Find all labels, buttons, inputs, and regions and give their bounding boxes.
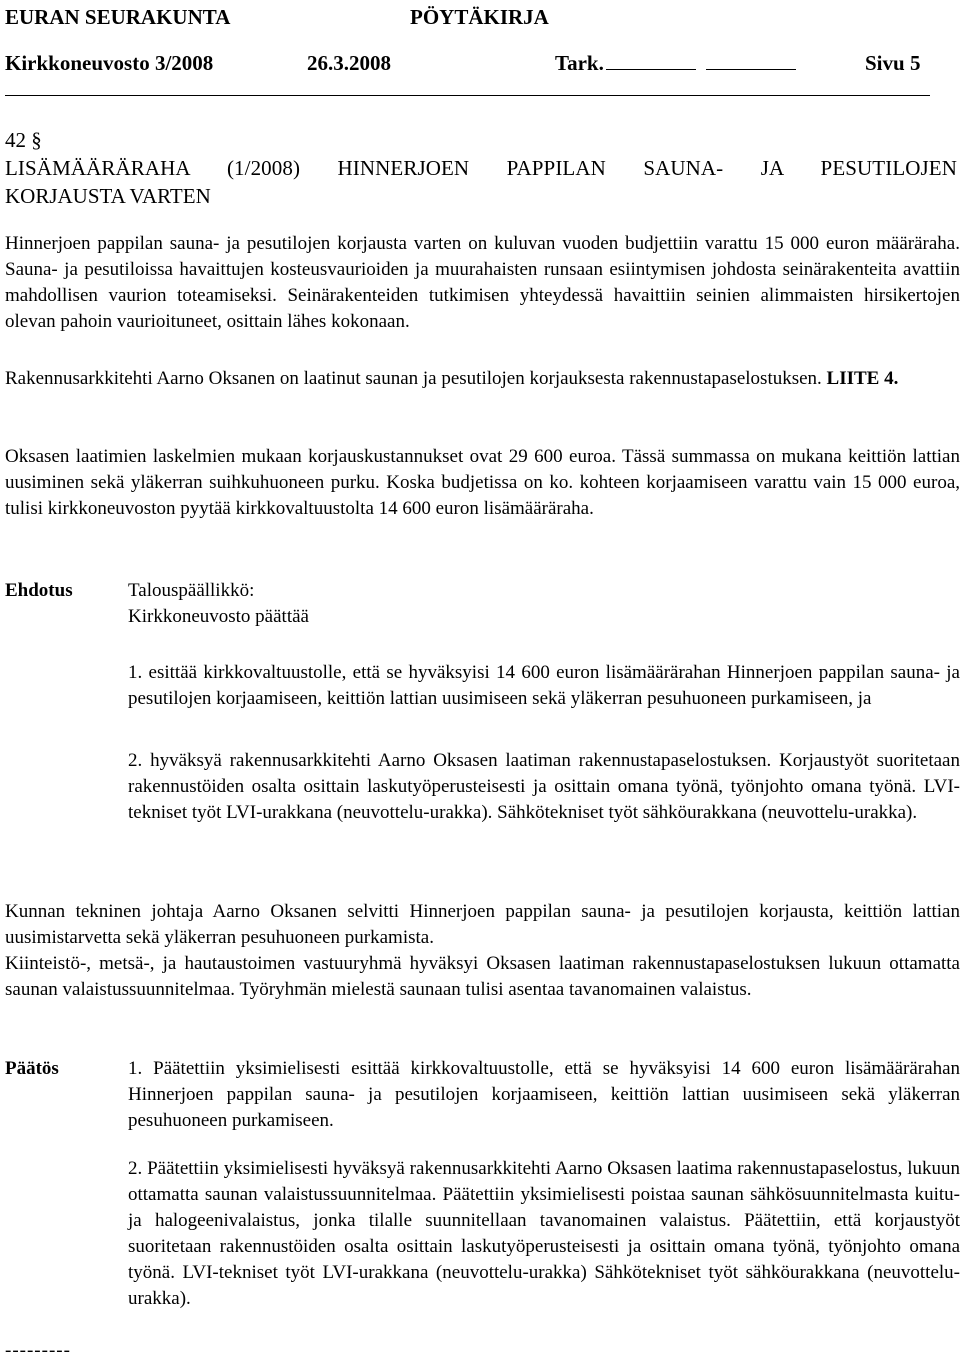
document-type: PÖYTÄKIRJA: [410, 5, 549, 29]
background-text: Hinnerjoen pappilan sauna- ja pesutilojen korjausta varten on kuluvan vuoden budjettiin varattu 15 000 euron määräraha. Sauna- ja pesutiloissa havaittujen kosteusvaurioiden ja muurahaisten runsaan esiintymisen johdosta seinärakenteita avattiin mahdollisen vaurion toteamiseksi. Seinärakenteiden tutkimisen yhteydessä havaittiin seinien alimmaisten hirsikertojen olevan pahoin vaurioituneet, osittain lähes kokonaan.: [5, 233, 960, 332]
decision-content: [128, 1056, 960, 1312]
decision-label: Päätös: [5, 1058, 59, 1079]
section-number: [5, 126, 960, 154]
header-divider: [5, 95, 930, 96]
section-title-line2: KORJAUSTA VARTEN: [5, 184, 211, 208]
body-paragraph-3: [5, 444, 960, 522]
decision-section: [5, 1056, 960, 1346]
discussion-paragraph-1: [5, 899, 960, 951]
section-symbol: §: [31, 128, 42, 152]
checker-label: Tark.: [555, 51, 604, 75]
discussion-text-2: Kiinteistö-, metsä-, ja hautaustoimen vastuuryhmä hyväksyi Oksasen laatiman rakennustapaselostuksen lukuun ottamatta saunan valaistussuunnitelmaa. Työryhmän mielestä saunaan tulisi asentaa tavanomainen valaistus.: [5, 953, 960, 1000]
page-number: Sivu 5: [865, 51, 921, 75]
cost-text: Oksasen laatimien laskelmien mukaan korjauskustannukset ovat 29 600 euroa. Tässä summassa on mukana keittiön lattian uusiminen sekä yläkerran suihkuhuoneen purku. Koska budjetissa on ko. kohteen korjaamiseen varattu vain 15 000 euroa, tulisi kirkkoneuvoston pyytää kirkkovaltuustolta 14 600 euron lisämääräraha.: [5, 446, 960, 519]
footer-separator: ---------: [5, 1340, 71, 1361]
discussion-text-1: Kunnan tekninen johtaja Aarno Oksanen selvitti Hinnerjoen pappilan sauna- ja pesutilojen korjausta, keittiön lattian uusimistarvetta sekä yläkerran pesuhuoneen purkamista.: [5, 901, 960, 948]
proposal-decides: Kirkkoneuvosto päättää: [128, 606, 309, 627]
architect-text: [5, 366, 960, 392]
decision-item-2: 2. Päätettiin yksimielisesti hyväksyä rakennusarkkitehti Aarno Oksasen laatima rakennustapaselostus, lukuun ottamatta saunan valaistussuunnitelmaa. Päätettiin yksimielisesti poistaa saunan sähkösuunnitelmasta kuitu- ja halogeenivalaistus, jonka tilalle suunnitellaan tavanomainen valaistus. Päätettiin, että korjaustyöt suoritetaan rakennustöiden osalta osittain laskutyöperusteisesti ja osittain omana työnä, työnjohto omana työnä. LVI-tekniset työt LVI-urakkana (neuvottelu-urakka) Sähkötekniset työt sähköurakkana (neuvottelu-urakka).: [128, 1158, 960, 1309]
board-meeting: Kirkkoneuvosto 3/2008: [5, 51, 214, 75]
checker-signature-line: [606, 53, 696, 70]
checker-field: [555, 50, 796, 76]
section-heading: [5, 126, 960, 210]
checker-signature-line-2: [706, 53, 796, 70]
architect-statement: Rakennusarkkitehti Aarno Oksanen on laatinut saunan ja pesutilojen korjauksesta rakennustapaselostuksen.: [5, 368, 827, 389]
decision-item-1: 1. Päätettiin yksimielisesti esittää kirkkovaltuustolle, että se hyväksyisi 14 600 euron lisämäärärahan Hinnerjoen pappilan sauna- ja pesutilojen korjaamiseen, keittiön lattian uusimiseen sekä yläkerran pesuhuoneen purkamiseen.: [128, 1058, 960, 1131]
proposal-item-1: 1. esittää kirkkovaltuustolle, että se hyväksyisi 14 600 euron lisämäärärahan Hinnerjoen pappilan sauna- ja pesutilojen korjaamiseen, keittiön lattian uusimiseen sekä yläkerran pesuhuoneen purkamiseen, ja: [128, 662, 960, 709]
organization-name: EURAN SEURAKUNTA: [5, 5, 231, 29]
discussion-paragraph-2: [5, 951, 960, 1003]
proposal-section: [5, 578, 960, 878]
section-title-line1: LISÄMÄÄRÄRAHA (1/2008) HINNERJOEN PAPPILAN SAUNA- JA PESUTILOJEN: [5, 156, 957, 180]
section-number-value: 42: [5, 128, 26, 152]
body-paragraph-1: [5, 231, 960, 335]
meeting-date: 26.3.2008: [307, 51, 391, 75]
proposal-label: Ehdotus: [5, 580, 73, 601]
body-paragraph-2: [5, 366, 960, 392]
proposal-author: Talouspäällikkö:: [128, 580, 255, 601]
proposal-content: [128, 578, 960, 826]
proposal-item-2: 2. hyväksyä rakennusarkkitehti Aarno Oksasen laatiman rakennustapaselostuksen. Korjaustyöt suoritetaan rakennustöiden osalta osittain laskutyöperusteisesti ja osittain omana työnä, työnjohto omana työnä. LVI-tekniset työt LVI-urakkana (neuvottelu-urakka). Sähkötekniset työt sähköurakkana (neuvottelu-urakka).: [128, 750, 960, 823]
attachment-reference: LIITE 4.: [826, 368, 899, 389]
